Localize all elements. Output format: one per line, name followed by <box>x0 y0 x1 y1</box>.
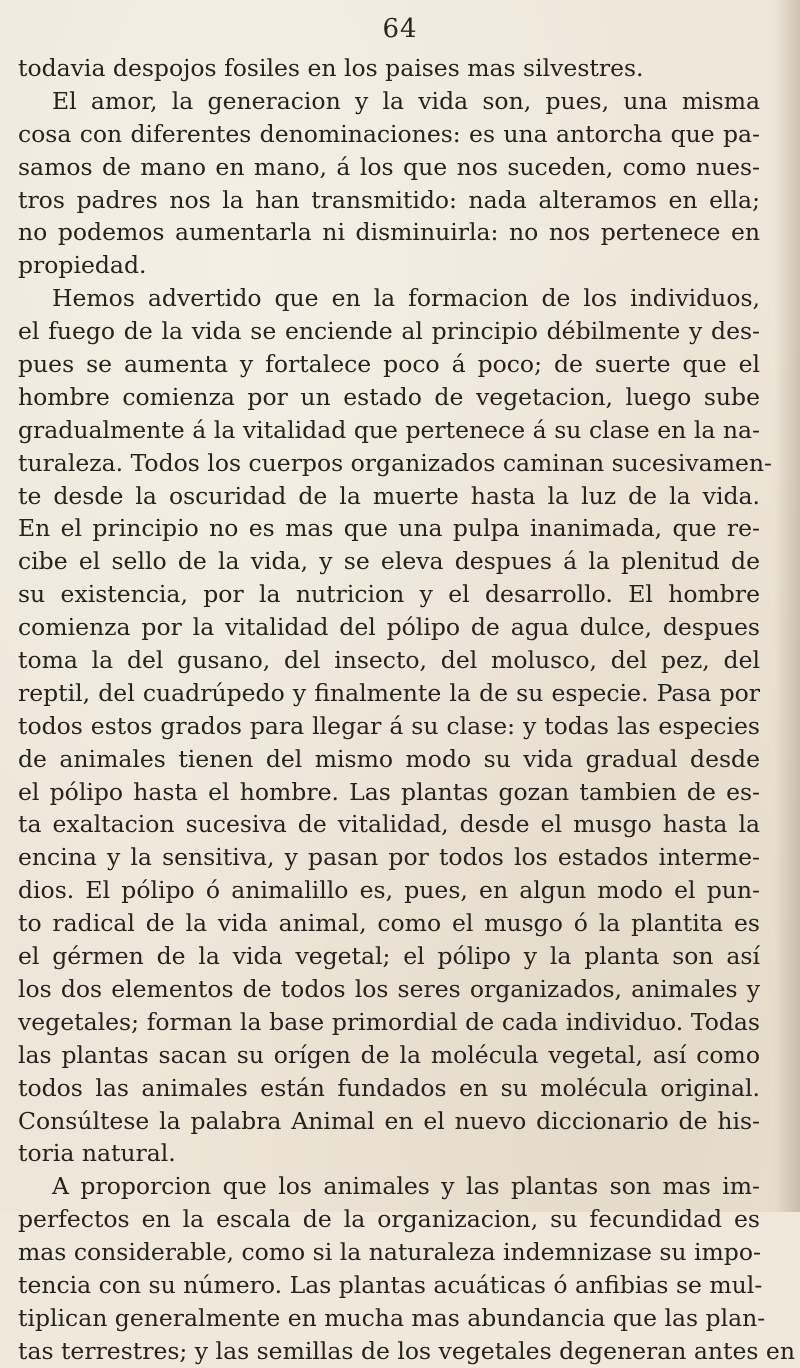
text-line: perfectos en la escala de la organizacion, su fecundidad es <box>18 1205 760 1234</box>
text-line: el fuego de la vida se enciende al principio débilmente y des- <box>18 317 760 346</box>
text-line: cosa con diferentes denominaciones: es una antorcha que pa- <box>18 119 760 148</box>
text-line: dios. El pólipo ó animalillo es, pues, en algun modo el pun- <box>18 876 760 905</box>
page-edge-shadow <box>774 0 800 1212</box>
text-line: En el principio no es mas que una pulpa inanimada, que re- <box>18 514 760 543</box>
text-line: tiplican generalmente en mucha mas abundancia que las plan- <box>18 1303 766 1332</box>
text-line: Hemos advertido que en la formacion de los individuos, <box>52 284 760 313</box>
text-line: toria natural. <box>18 1139 176 1168</box>
text-line: cibe el sello de la vida, y se eleva despues á la plenitud de <box>18 547 760 576</box>
text-line: gradualmente á la vitalidad que pertenece á su clase en la na- <box>18 415 760 444</box>
text-line: tencia con su número. Las plantas acuáticas ó anfibias se mul- <box>18 1270 763 1299</box>
text-line: samos de mano en mano, á los que nos suceden, como nues- <box>18 152 760 181</box>
text-line: todos las animales están fundados en su molécula original. <box>18 1073 760 1102</box>
text-line: te desde la oscuridad de la muerte hasta la luz de la vida. <box>18 481 760 510</box>
text-line: de animales tienen del mismo modo su vida gradual desde <box>18 744 760 773</box>
text-line: el pólipo hasta el hombre. Las plantas gozan tambien de es- <box>18 777 760 806</box>
text-line: ta exaltacion sucesiva de vitalidad, desde el musgo hasta la <box>18 810 760 839</box>
text-line: no podemos aumentarla ni disminuirla: no nos pertenece en <box>18 218 760 247</box>
text-line: mas considerable, como si la naturaleza indemnizase su impo- <box>18 1238 761 1267</box>
text-line: reptil, del cuadrúpedo y finalmente la de su especie. Pasa por <box>18 678 760 707</box>
text-line: comienza por la vitalidad del pólipo de agua dulce, despues <box>18 613 760 642</box>
text-line: to radical de la vida animal, como el musgo ó la plantita es <box>18 909 760 938</box>
text-line: los dos elementos de todos los seres organizados, animales y <box>18 974 760 1003</box>
body-text <box>18 52 795 1368</box>
text-line: el gérmen de la vida vegetal; el pólipo y la planta son así <box>18 942 760 971</box>
text-line: tros padres nos la han transmitido: nada alteramos en ella; <box>18 185 760 214</box>
text-line: todavia despojos fosiles en los paises mas silvestres. <box>18 54 644 82</box>
text-line: toma la del gusano, del insecto, del molusco, del pez, del <box>18 646 760 675</box>
text-line: A proporcion que los animales y las plantas son mas im- <box>52 1172 760 1201</box>
text-line: todos estos grados para llegar á su clase: y todas las especies <box>18 711 760 740</box>
text-line: vegetales; forman la base primordial de cada individuo. Todas <box>18 1007 760 1036</box>
text-line: pues se aumenta y fortalece poco á poco; de suerte que el <box>18 350 760 379</box>
text-line: su existencia, por la nutricion y el desarrollo. El hombre <box>18 580 760 609</box>
page-number: 64 <box>382 14 418 44</box>
text-line: las plantas sacan su orígen de la molécula vegetal, así como <box>18 1040 760 1069</box>
text-line: Consúltese la palabra Animal en el nuevo diccionario de his- <box>18 1106 760 1135</box>
text-line: propiedad. <box>18 251 147 280</box>
text-line: tas terrestres; y las semillas de los vegetales degeneran antes en <box>18 1336 795 1365</box>
text-line: encina y la sensitiva, y pasan por todos los estados interme- <box>18 843 760 872</box>
text-line: turaleza. Todos los cuerpos organizados caminan sucesivamen- <box>18 448 772 477</box>
text-line: hombre comienza por un estado de vegetacion, luego sube <box>18 382 760 411</box>
text-line: El amor, la generacion y la vida son, pues, una misma <box>52 86 760 115</box>
